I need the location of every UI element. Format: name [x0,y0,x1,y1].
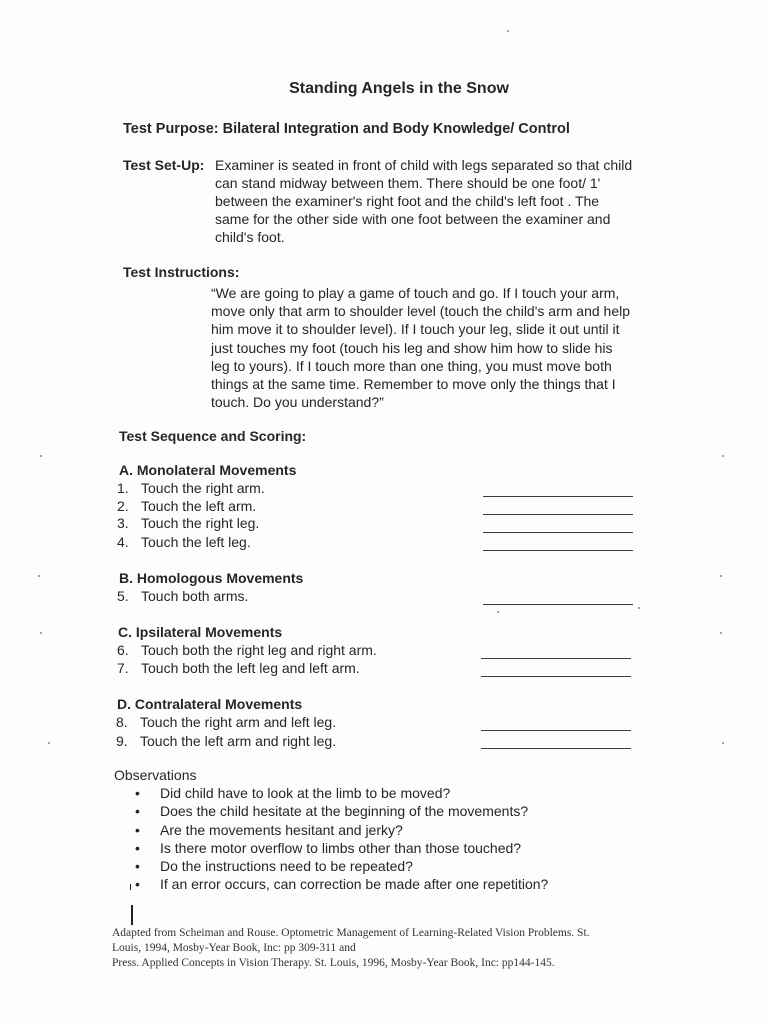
item-text: Touch the right leg. [141,515,260,531]
observation-text: Do the instructions need to be repeated? [160,858,413,875]
setup-label [123,156,204,174]
item-number: 5. [117,588,129,604]
observation-text: If an error occurs, can correction be made after one repetition? [160,876,549,893]
scan-speck [40,455,42,457]
instructions-line: just touches my foot (touch his leg and show him how to slide his [211,339,613,356]
sequence-label: Test Sequence and Scoring: [119,428,307,444]
scan-speck [722,455,724,457]
observation-item [135,784,548,802]
setup-line: child's foot. [215,229,285,245]
item-number: 8. [116,714,128,730]
item-3 [117,514,259,532]
setup-colon: : [199,157,205,173]
item-1 [117,479,265,497]
instructions-line: things at the same time. Remember to move only the things that I [211,376,616,393]
instructions-text [211,284,630,411]
scan-speck [507,30,509,32]
section-c-heading: C. Ipsilateral Movements [118,624,283,640]
score-blank-4[interactable] [483,550,633,551]
observations-list [135,784,548,894]
citation [112,926,590,971]
observation-text: Is there motor overflow to limbs other than those touched? [160,839,522,856]
setup-line: same for the other side with one foot between the examiner and [215,211,611,227]
scan-speck [497,611,499,613]
item-text: Touch the left arm and right leg. [140,733,337,749]
score-blank-3[interactable] [483,532,633,533]
bullet-icon: • [135,876,140,893]
bullet-icon: • [135,858,140,875]
scan-speck [722,742,724,744]
scan-speck [638,607,640,609]
item-7 [117,659,360,677]
item-8 [116,713,336,731]
item-text: Touch both the left leg and left arm. [141,660,360,676]
item-number: 6. [117,642,129,658]
item-number: 3. [117,515,129,531]
item-4 [117,533,251,551]
instructions-line: him move it to shoulder level). If I touch your leg, slide it out until it [211,321,620,338]
item-text: Touch the left arm. [141,498,257,514]
item-text: Touch the right arm. [141,480,265,496]
item-2 [117,497,256,515]
bullet-icon: • [135,785,140,801]
setup-line: can stand midway between them. There should be one foot/ 1' [215,175,601,191]
item-number: 2. [117,498,129,514]
section-b-heading: B. Homologous Movements [119,570,304,586]
score-blank-6[interactable] [481,658,631,659]
observation-text: Are the movements hesitant and jerky? [160,821,403,838]
observation-item [135,875,548,893]
item-number: 9. [116,733,128,749]
item-text: Touch both the right leg and right arm. [141,642,377,658]
instructions-line: “We are going to play a game of touch and go. If I touch your arm, [211,285,620,301]
instructions-label: Test Instructions: [123,264,240,280]
scan-speck [720,632,722,634]
scan-speck [48,742,50,744]
bullet-icon: • [135,821,140,838]
item-number: 7. [117,660,129,676]
item-text: Touch the left leg. [141,534,251,550]
score-blank-8[interactable] [481,730,631,731]
item-number: 4. [117,534,129,550]
observations-label: Observations [114,767,197,783]
citation-line: Louis, 1994, Mosby-Year Book, Inc: pp 309-311 and [112,942,356,954]
bullet-icon: • [135,803,140,820]
section-a-heading: A. Monolateral Movements [119,462,297,478]
item-number: 1. [117,480,129,496]
score-blank-2[interactable] [483,514,633,515]
instructions-line: touch. Do you understand?” [211,394,384,411]
scan-speck [720,575,722,577]
instructions-line: leg to yours). If I touch more than one thing, you must move both [211,357,612,374]
score-blank-7[interactable] [481,676,631,677]
score-blank-1[interactable] [483,496,633,497]
score-blank-5[interactable] [483,604,633,605]
observation-item [135,821,548,839]
instructions-line: move only that arm to shoulder level (touch the child's arm and help [211,303,631,320]
setup-line: between the examiner's right foot and the child's left foot . The [215,193,600,209]
test-purpose: Test Purpose: Bilateral Integration and Body Knowledge/ Control [123,121,570,137]
bullet-icon: • [135,839,140,856]
observation-item [135,802,548,820]
setup-text [215,156,632,246]
scan-speck [40,632,42,634]
item-9 [116,732,336,750]
page-title: Standing Angels in the Snow [289,80,509,97]
margin-mark [131,905,133,925]
observation-item [135,857,548,875]
item-6 [117,641,377,659]
citation-line: Adapted from Scheiman and Rouse. Optometric Management of Learning-Related Vision Problems. St. [112,927,590,939]
setup-label-text: Test Set-Up [123,157,200,173]
citation-line: Press. Applied Concepts in Vision Therapy. St. Louis, 1996, Mosby-Year Book, Inc: pp144-145. [112,957,555,969]
observation-item [135,839,548,857]
item-text: Touch both arms. [141,588,249,604]
score-blank-9[interactable] [481,748,631,749]
setup-line: Examiner is seated in front of child with legs separated so that child [215,157,633,173]
scan-speck [38,575,40,577]
observation-text: Does the child hesitate at the beginning of the movements? [160,803,529,820]
item-text: Touch the right arm and left leg. [140,714,337,730]
observation-text: Did child have to look at the limb to be moved? [160,785,451,801]
item-5 [117,587,248,605]
margin-mark [130,884,131,890]
section-d-heading: D. Contralateral Movements [117,696,303,712]
